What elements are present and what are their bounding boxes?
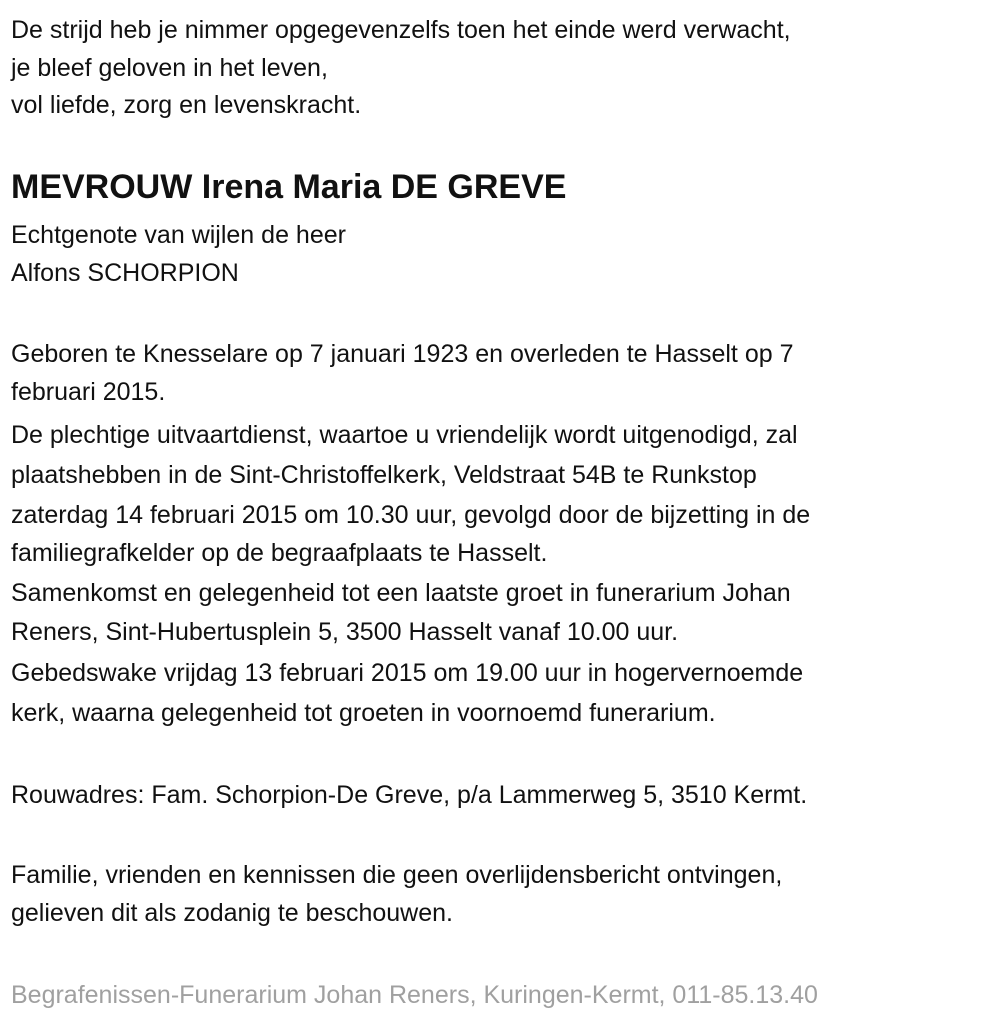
mourning-address: Rouwadres: Fam. Schorpion-De Greve, p/a Lammerweg 5, 3510 Kermt.: [11, 781, 808, 809]
body-line: De plechtige uitvaartdienst, waartoe u vriendelijk wordt uitgenodigd, zal: [11, 421, 798, 449]
funeral-home-footer: Begrafenissen-Funerarium Johan Reners, Kuringen-Kermt, 011-85.13.40: [11, 981, 818, 1009]
body-line: Geboren te Knesselare op 7 januari 1923 en overleden te Hasselt op 7: [11, 340, 794, 368]
body-line: februari 2015.: [11, 378, 166, 406]
body-line: zaterdag 14 februari 2015 om 10.30 uur, gevolgd door de bijzetting in de: [11, 501, 811, 529]
body-line: kerk, waarna gelegenheid tot groeten in voornoemd funerarium.: [11, 699, 716, 727]
notice-line: Familie, vrienden en kennissen die geen overlijdensbericht ontvingen,: [11, 861, 783, 889]
body-line: Gebedswake vrijdag 13 februari 2015 om 19.00 uur in hogervernoemde: [11, 659, 804, 687]
spouse-line: Alfons SCHORPION: [11, 259, 239, 287]
body-line: familiegrafkelder op de begraafplaats te Hasselt.: [11, 539, 548, 567]
body-line: Reners, Sint-Hubertusplein 5, 3500 Hasselt vanaf 10.00 uur.: [11, 618, 679, 646]
deceased-name: MEVROUW Irena Maria DE GREVE: [11, 168, 567, 206]
verse-line: vol liefde, zorg en levenskracht.: [11, 91, 362, 119]
body-line: plaatshebben in de Sint-Christoffelkerk, Veldstraat 54B te Runkstop: [11, 461, 757, 489]
spouse-line: Echtgenote van wijlen de heer: [11, 221, 346, 249]
notice-line: gelieven dit als zodanig te beschouwen.: [11, 899, 453, 927]
body-line: Samenkomst en gelegenheid tot een laatste groet in funerarium Johan: [11, 579, 791, 607]
verse-line: je bleef geloven in het leven,: [11, 54, 328, 82]
verse-line: De strijd heb je nimmer opgegevenzelfs toen het einde werd verwacht,: [11, 16, 791, 44]
